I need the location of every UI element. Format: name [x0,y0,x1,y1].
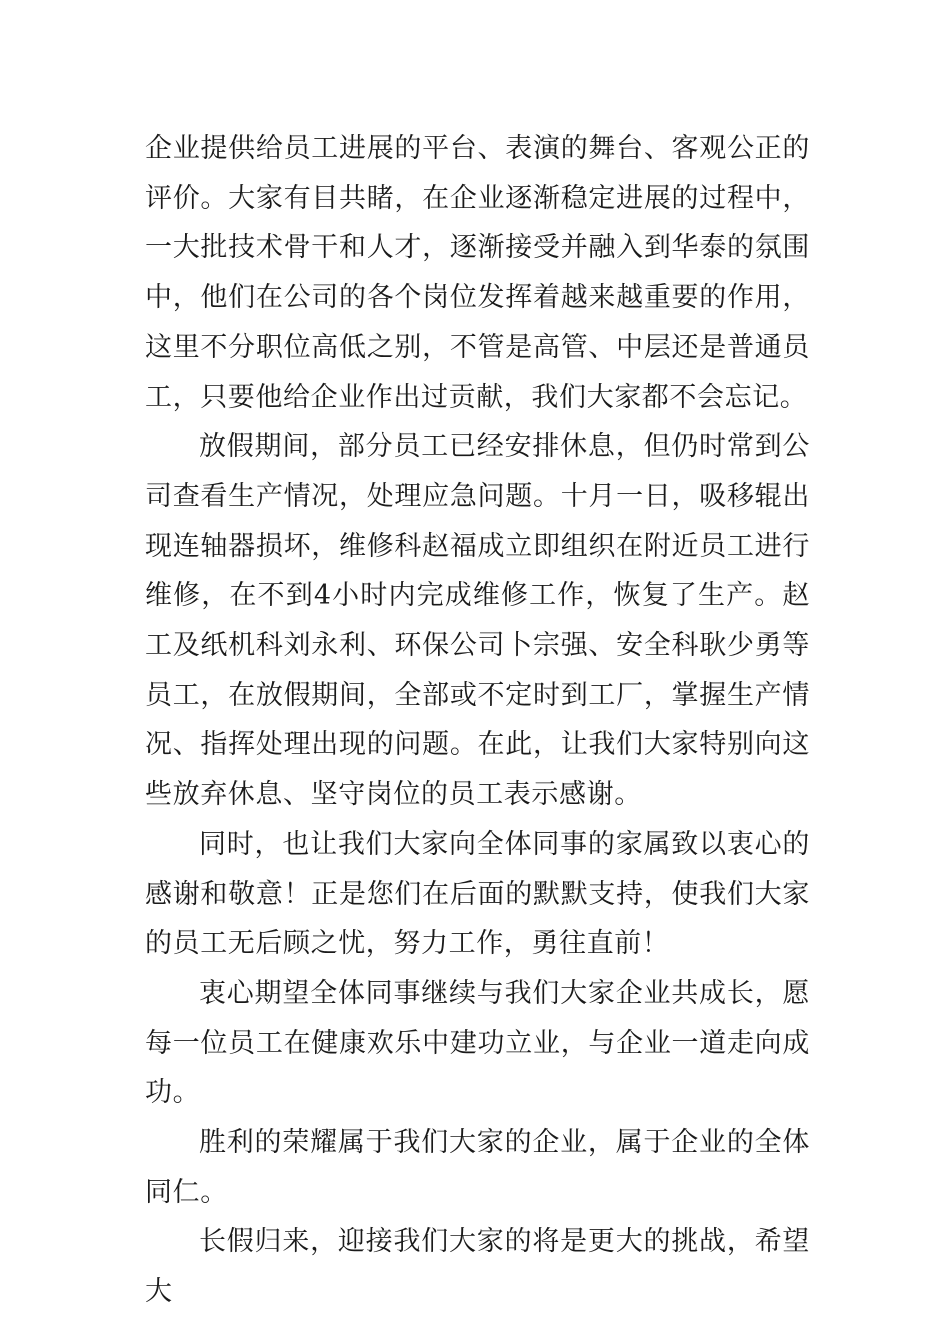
paragraph-1: 企业提供给员工进展的平台、表演的舞台、客观公正的评价。大家有目共睹，在企业逐渐稳定进展的过程中，一大批技术骨干和人才，逐渐接受并融入到华泰的氛围中，他们在公司的各个岗位发挥着越来越重要的作用，这里不分职位高低之别，不管是高管、中层还是普通员工，只要他给企业作出过贡献，我们大家都不会忘记。 [145,133,810,413]
document-body [145,124,810,1317]
paragraph-2: 放假期间，部分员工已经安排休息，但仍时常到公司查看生产情况，处理应急问题。十月一日，吸移辊出现连轴器损坏，维修科赵福成立即组织在附近员工进行维修，在不到4小时内完成维修工作，恢复了生产。赵工及纸机科刘永利、环保公司卜宗强、安全科耿少勇等员工，在放假期间，全部或不定时到工厂，掌握生产情况、指挥处理出现的问题。在此，让我们大家特别向这些放弃休息、坚守岗位的员工表示感谢。 [145,431,810,811]
paragraph-3: 同时，也让我们大家向全体同事的家属致以衷心的感谢和敬意！正是您们在后面的默默支持，使我们大家的员工无后顾之忧，努力工作，勇往直前！ [145,828,810,960]
paragraph-6: 长假归来，迎接我们大家的将是更大的挑战，希望大 [145,1226,810,1308]
paragraph-5: 胜利的荣耀属于我们大家的企业，属于企业的全体同仁。 [145,1127,810,1208]
paragraph-4: 衷心期望全体同事继续与我们大家企业共成长，愿每一位员工在健康欢乐中建功立业，与企业一道走向成功。 [145,977,810,1109]
